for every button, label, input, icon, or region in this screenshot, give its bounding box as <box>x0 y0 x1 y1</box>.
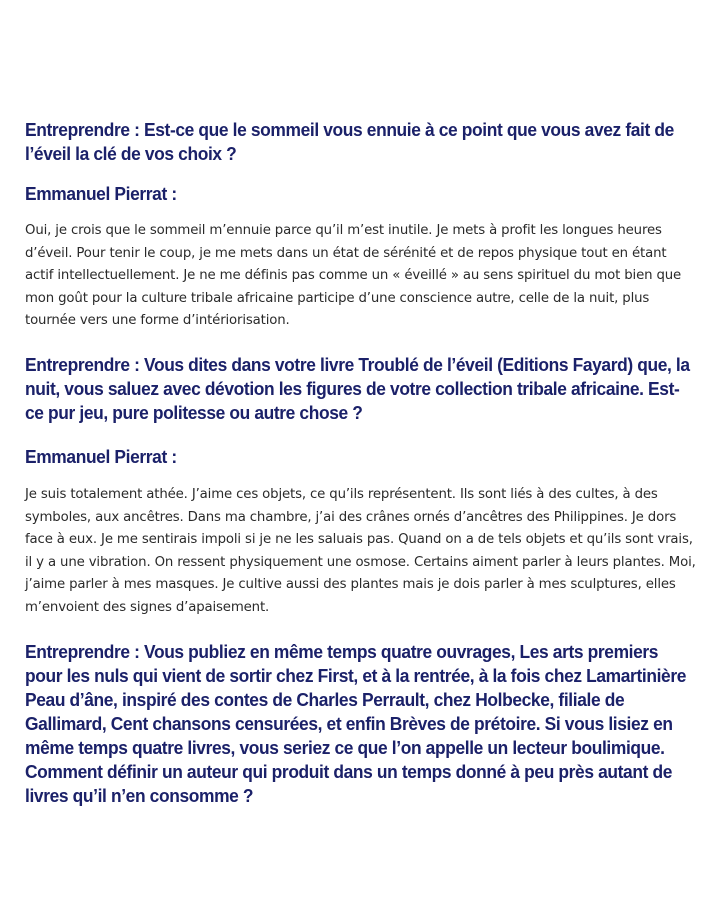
answer-paragraph: Oui, je crois que le sommeil m’ennuie parce qu’il m’est inutile. Je mets à profit les longues heures d’éveil. Pour tenir le coup, je me mets dans un état de sérénité et de repos physique tout en étant actif intellectuellement. Je ne me définis pas comme un « éveillé » au sens spirituel du mot bien que mon goût pour la culture tribale africaine participe d’une conscience autre, celle de la nuit, plus tournée vers une forme d’intériorisation. <box>25 223 682 329</box>
question-heading: Entreprendre : Vous publiez en même temps quatre ouvrages, Les arts premiers pour les nuls qui vient de sortir chez First, et à la rentrée, à la fois chez Lamartinière Peau d’âne, inspiré des contes de Charles Perrault, chez Holbecke, filiale de Gallimard, Cent chansons censurées, et enfin Brèves de prétoire. Si vous lisiez en même temps quatre livres, vous seriez ce que l’on appelle un lecteur boulimique. Comment définir un auteur qui produit dans un temps donné à peu près autant de livres qu’il n’en consomme ? <box>25 640 687 806</box>
interview-article <box>25 118 695 808</box>
answer-paragraph: Je suis totalement athée. J’aime ces objets, ce qu’ils représentent. Ils sont liés à des cultes, à des symboles, aux ancêtres. Dans ma chambre, j’ai des crânes ornés d’ancêtres des Philippines. Je dors face à eux. Je me sentirais impoli si je ne les saluais pas. Quand on a de tels objets et qu’ils sont vrais, il y a une vibration. On ressent physiquement une osmose. Certains aiment parler à leurs plantes. Moi, j’aime parler à mes masques. Je cultive aussi des plantes mais je dois parler à mes sculptures, elles m’envoient des signes d’apaisement. <box>25 486 696 615</box>
speaker-label: Emmanuel Pierrat : <box>25 445 177 467</box>
question-heading: Entreprendre : Vous dites dans votre livre Troublé de l’éveil (Editions Fayard) que, la nuit, vous saluez avec dévotion les figures de votre collection tribale africaine. Est-ce pur jeu, pure politesse ou autre chose ? <box>25 353 690 423</box>
speaker-label: Emmanuel Pierrat : <box>25 183 177 204</box>
question-heading: Entreprendre : Est-ce que le sommeil vous ennuie à ce point que vous avez fait de l’éveil la clé de vos choix ? <box>25 119 674 164</box>
